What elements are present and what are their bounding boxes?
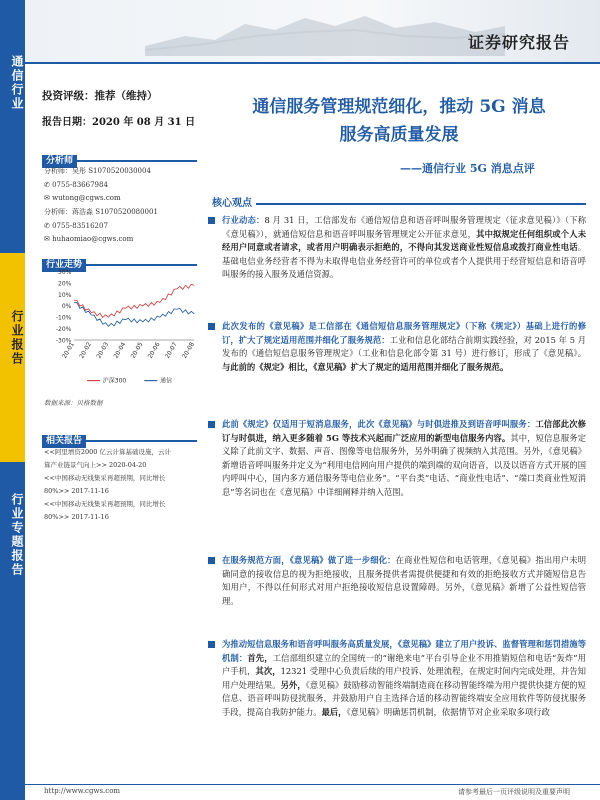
related-report-date: 算产业链景气向上>> 2020-04-20	[44, 461, 147, 469]
analyst-line: 分析师：吴彤 S1070520030004	[44, 167, 151, 175]
related-report-item[interactable]: <<中国移动无线集采再超预期，同比增长	[44, 474, 166, 482]
sidebar-label-report: 行业报告	[10, 310, 24, 366]
core-views-heading: 核心观点	[208, 191, 586, 205]
bullet-square-icon	[208, 217, 215, 224]
series-line-1	[74, 302, 194, 326]
analyst-email[interactable]: ✉ wutong@cgws.com	[44, 194, 121, 202]
sidebar-label-special: 行业专题报告	[10, 493, 24, 577]
y-tick-label: -30%	[55, 337, 72, 345]
x-tick-label: 20-08	[181, 341, 196, 360]
legend-label: 沪深300	[102, 377, 127, 385]
trend-section-heading: 行业走势	[42, 252, 197, 266]
bullet-square-icon	[208, 641, 215, 648]
sidebar-label-industry: 通信行业	[10, 55, 24, 111]
header-divider	[25, 62, 600, 64]
report-title: 通信服务管理规范细化，推动 5G 消息 服务高质量发展	[252, 97, 546, 145]
core-point-5: 为推动短信息服务和语音呼叫服务高质量发展，《意见稿》建立了用户投诉、监督管理和惩罚措施等机制：首先，工信部组织建立的全国统一的“谢绝来电”平台引导企业不用推销短信和电话“轰炸”用户手机，其次，12321 受理中心负责后续的用户投诉、处理流程，在规定时间内完成处理，并告知用户处理结果。另外，《意见稿》鼓励移动智能终端制造商在移动智能终端为用户提供快捷方便的短信息、语音呼叫防侵扰服务，并鼓励用户自主选择合适的移动智能终端安全应用软件等防侵扰服务手段，提高自我防护能力。最后，《意见稿》明确惩罚机制，依据情节对企业采取多项行政	[208, 638, 586, 720]
footer-divider	[25, 784, 600, 785]
y-tick-label: 10%	[58, 291, 72, 299]
analyst-email[interactable]: ✉ huhaomiao@cgws.com	[44, 235, 134, 243]
x-tick-label: 20-04	[112, 341, 128, 360]
core-point-2: 此次发布的《意见稿》是工信部在《通信短信息服务管理规定》（下称《规定》）基础上进行的修订，扩大了规定适用范围并细化了服务规范：工业和信息化部结合前期实践经验，对 2015 年 5 月发布的《通信短信息服务管理规定》（工业和信息化部令第 31 号）进行修订，形成了《意见稿》。与此前的《规定》相比，《意见稿》扩大了规定的适用范围并细化了服务规范。	[208, 320, 586, 374]
x-tick-label: 20-03	[95, 341, 111, 360]
core-point-4: 在服务规范方面，《意见稿》做了进一步细化：在商业性短信和电话管理，《意见稿》指出用户未明确同意的接收信息的视为拒绝接收，且服务提供者需提供便捷和有效的拒绝接收方式并随短信息告知用户，不得以任何形式对用户拒绝接收短信息设置障碍。另外，《意见稿》新增了公益性短信管理。	[208, 554, 586, 608]
y-tick-label: 30%	[58, 269, 72, 276]
related-section-heading: 相关报告	[42, 428, 197, 442]
bullet-square-icon	[208, 557, 215, 564]
page-header	[25, 0, 600, 62]
related-report-item[interactable]: <<中国移动无线集采再超预期，同比增长	[44, 500, 166, 508]
footer-disclaimer: 请参考最后一页评级说明及重要声明	[458, 788, 570, 796]
chart-source-note: 数据来源：贝格数据	[44, 399, 103, 407]
analyst-section-heading: 分析师	[42, 148, 197, 162]
y-tick-label: 20%	[58, 280, 72, 288]
investment-rating: 投资评级：推荐（维持）	[42, 90, 158, 102]
report-type-title: 证券研究报告	[467, 33, 570, 52]
x-tick-label: 20-05	[129, 341, 145, 360]
legend-label: 通信	[160, 377, 173, 385]
series-line-0	[74, 284, 194, 317]
core-point-1: 行业动态：8 月 31 日，工信部发布《通信短信息和语音呼叫服务管理规定（征求意见稿）》（下称《意见稿》），就通信短信息和语音呼叫服务管理规定公开征求意见，其中拟规定任何组织或个人未经用户同意或者请求，或者用户明确表示拒绝的，不得向其发送商业性短信息或拨打商业性电话。基础电信业务经营者不得为未取得电信业务经营许可的单位或者个人提供用于经营短信息和语音呼叫服务的接入服务及通信资源。	[208, 214, 586, 282]
side-bar	[0, 0, 25, 800]
related-report-item[interactable]: <<阿里增资2000 亿云计算基础设施，云计	[44, 448, 172, 456]
analyst-line: 分析师：蒋浩淼 S1070520080001	[44, 208, 158, 216]
bullet-square-icon	[208, 323, 215, 330]
x-tick-label: 20-06	[146, 341, 162, 360]
report-date: 报告日期：2020 年 08 月 31 日	[42, 117, 196, 128]
y-tick-label: -20%	[55, 325, 72, 333]
related-report-list	[44, 446, 202, 524]
analyst-list	[44, 166, 199, 244]
bullet-square-icon	[208, 421, 215, 428]
report-meta	[42, 88, 197, 128]
x-tick-label: 20-01	[61, 341, 76, 360]
industry-trend-chart	[44, 268, 204, 388]
sidebar-top-band	[0, 0, 25, 253]
x-tick-label: 20-07	[163, 341, 179, 360]
related-report-date: 80%>> 2017-11-16	[44, 513, 109, 521]
report-subtitle: ——通信行业 5G 消息点评	[400, 162, 535, 175]
analyst-phone: ✆ 0755-83516207	[44, 222, 108, 230]
great-wall-icon	[145, 6, 505, 56]
y-tick-label: -10%	[55, 314, 72, 322]
footer-url-link[interactable]: http://www.cgws.com	[44, 787, 121, 795]
related-report-date: 80%>> 2017-11-16	[44, 487, 109, 495]
x-tick-label: 20-02	[78, 341, 94, 360]
core-point-3: 此前《规定》仅适用于短消息服务，此次《意见稿》与时俱进推及到语音呼叫服务：工信部此次修订与时俱进，纳入更多随着 5G 等技术兴起而广泛应用的新型电信服务内容。其中，短信息服务定义除了此前文字、数据、声音、图像等电信服务外，另外明确了视频纳入其范围。另外，《意见稿》新增语音呼叫服务并定义为“利用电信网向用户提供的端到端的双向语音，以及以语音方式开展的国内呼叫中心，国内多方通信服务等电信业务”。“平台类”电话、“商业性电话”、“端口类商业性短消息”等名词也在《意见稿》中详细阐释并纳入范围。	[208, 418, 586, 500]
y-tick-label: 0%	[61, 303, 72, 311]
analyst-phone: ✆ 0755-83667984	[44, 181, 108, 189]
